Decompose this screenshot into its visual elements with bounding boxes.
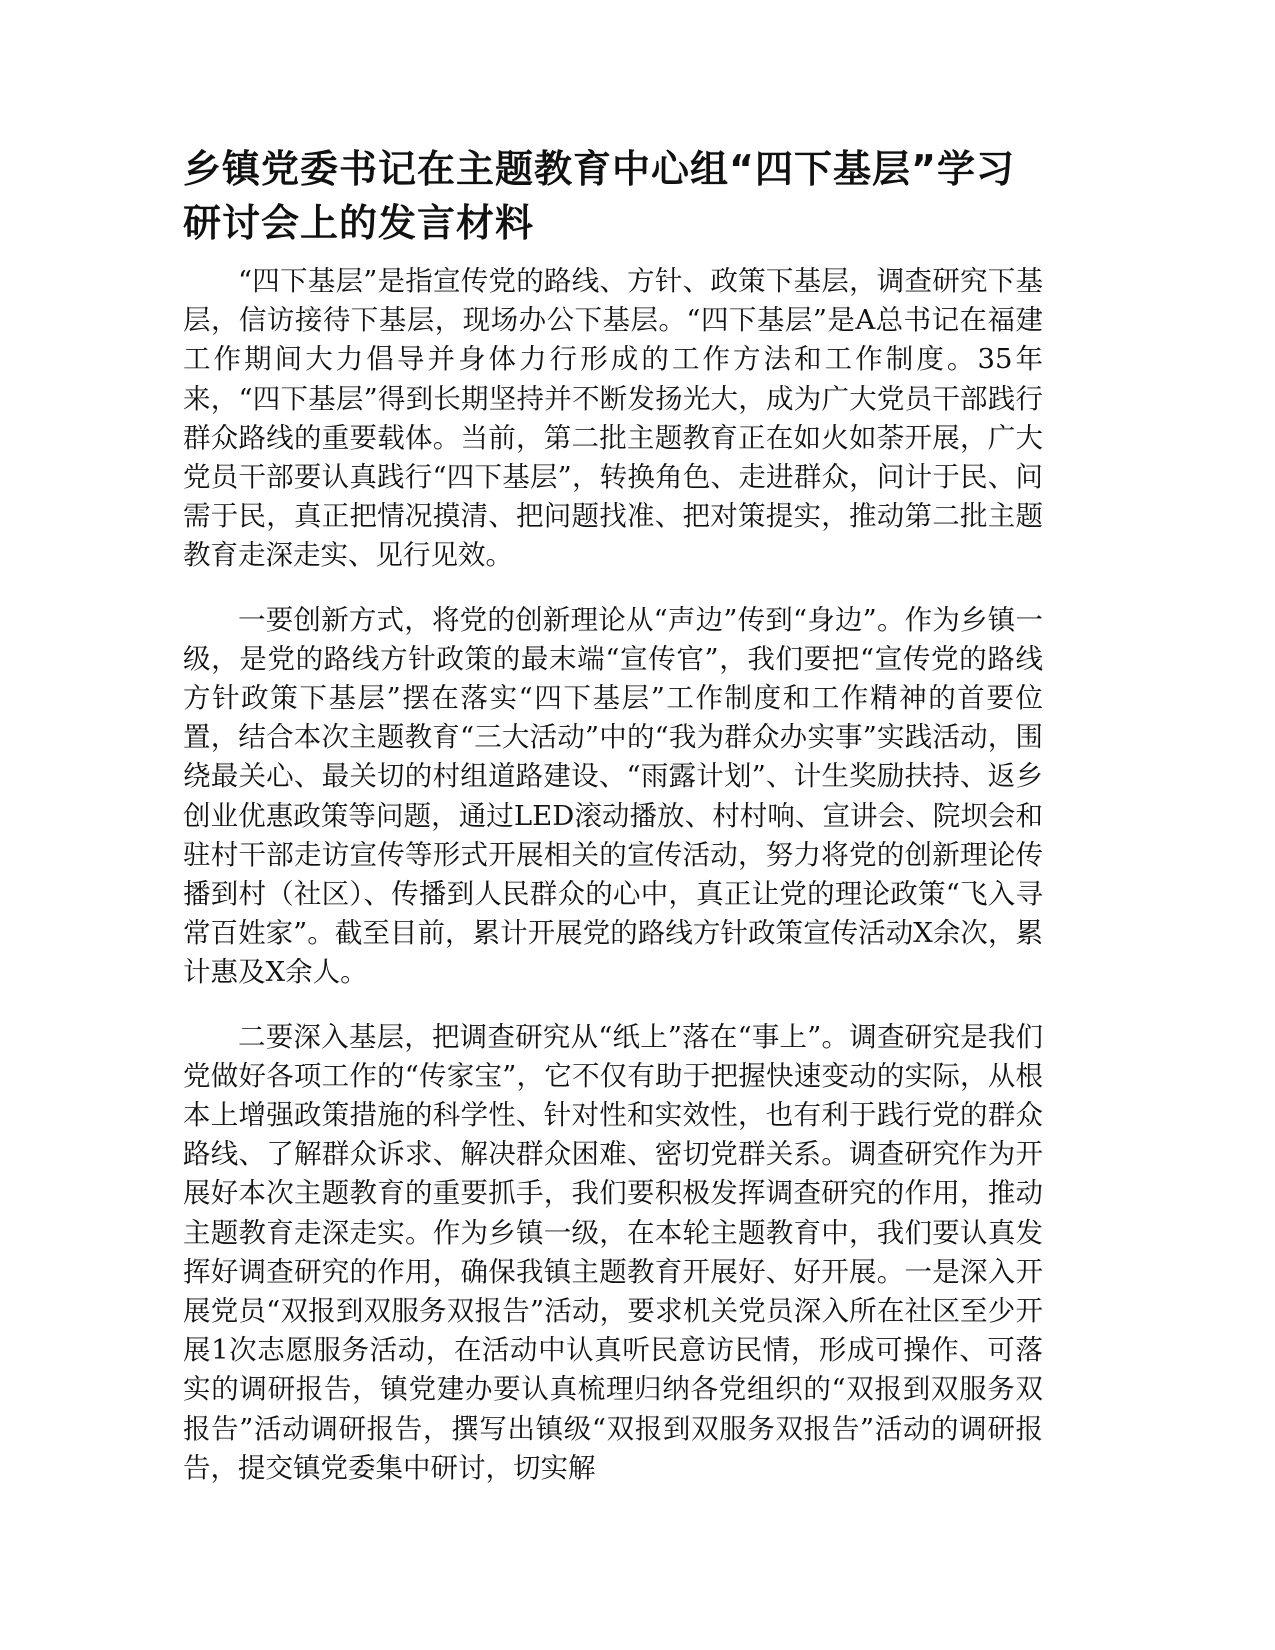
paragraph-first-point: 一要创新方式，将党的创新理论从“声边”传到“身边”。作为乡镇一级，是党的路线方针政策的最末端“宣传官”，我们要把“宣传党的路线方针政策下基层”摆在落实“四下基层”工作制度和工作精神的首要位置，结合本次主题教育“三大活动”中的“我为群众办实事”实践活动，围绕最关心、最关切的村组道路建设、“雨露计划”、计生奖励扶持、返乡创业优惠政策等问题，通过LED滚动播放、村村响、宣讲会、院坝会和驻村干部走访宣传等形式开展相关的宣传活动，努力将党的创新理论传播到村（社区）、传播到人民群众的心中，真正让党的理论政策“飞入寻常百姓家”。截至目前，累计开展党的路线方针政策宣传活动X余次，累计惠及X余人。 <box>183 603 1043 989</box>
paragraph-intro: “四下基层”是指宣传党的路线、方针、政策下基层，调查研究下基层，信访接待下基层，现场办公下基层。“四下基层”是A总书记在福建工作期间大力倡导并身体力行形成的工作方法和工作制度。35年来，“四下基层”得到长期坚持并不断发扬光大，成为广大党员干部践行群众路线的重要载体。当前，第二批主题教育正在如火如荼开展，广大党员干部要认真践行“四下基层”，转换角色、走进群众，问计于民、问需于民，真正把情况摸清、把问题找准、把对策提实，推动第二批主题教育走深走实、见行见效。 <box>183 265 1043 572</box>
document-page <box>183 142 1043 1513</box>
paragraph-second-point: 二要深入基层，把调查研究从“纸上”落在“事上”。调查研究是我们党做好各项工作的“传家宝”，它不仅有助于把握快速变动的实际，从根本上增强政策措施的科学性、针对性和实效性，也有利于践行党的群众路线、了解群众诉求、解决群众困难、密切党群关系。调查研究作为开展好本次主题教育的重要抓手，我们要积极发挥调查研究的作用，推动主题教育走深走实。作为乡镇一级，在本轮主题教育中，我们要认真发挥好调查研究的作用，确保我镇主题教育开展好、好开展。一是深入开展党员“双报到双服务双报告”活动，要求机关党员深入所在社区至少开展1次志愿服务活动，在活动中认真听民意访民情，形成可操作、可落实的调研报告，镇党建办要认真梳理归纳各党组织的“双报到双服务双报告”活动调研报告，撰写出镇级“双报到双服务双报告”活动的调研报告，提交镇党委集中研讨，切实解 <box>183 1020 1043 1484</box>
document-title: 乡镇党委书记在主题教育中心组“四下基层”学习研讨会上的发言材料 <box>183 147 1015 245</box>
